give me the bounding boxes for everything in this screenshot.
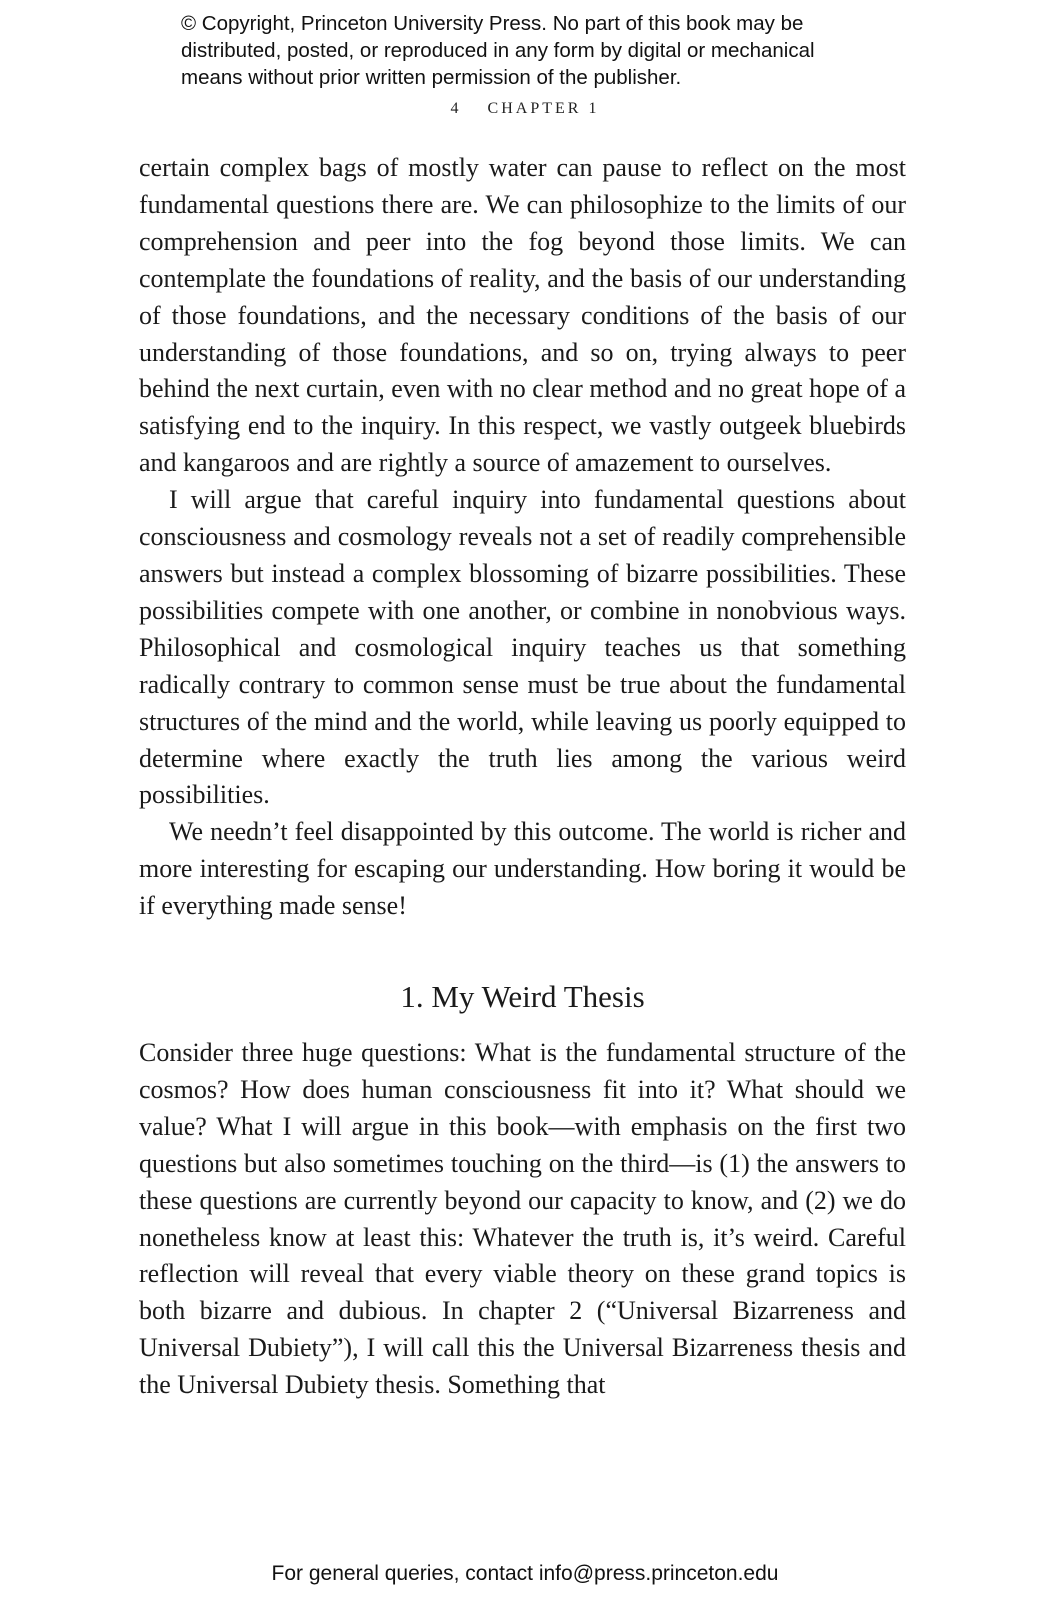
copyright-line: © Copyright, Princeton University Press. No part of this book may be xyxy=(181,12,804,35)
page-number: 4 xyxy=(450,100,459,117)
section-title: 1. My Weird Thesis xyxy=(400,979,645,1015)
page-body xyxy=(139,150,906,1404)
copyright-line: distributed, posted, or reproduced in any form by digital or mechanical xyxy=(181,39,815,62)
chapter-label: CHAPTER 1 xyxy=(487,100,600,117)
section-paragraph: Consider three huge questions: What is the fundamental structure of the cosmos? How does human consciousness fit into it? What should we value? What I will argue in this book—with emphasis on the first two questions but also sometimes touching on the third—is (1) the answers to these questions are currently beyond our capacity to know, and (2) we do nonetheless know at least this: Whatever the truth is, it’s weird. Careful reflection will reveal that every viable theory on these grand topics is both bizarre and dubious. In chapter 2 (“Universal Bizarreness and Universal Dubiety”), I will call this the Universal Bizarreness thesis and the Universal Dubiety thesis. Something that xyxy=(139,1038,906,1400)
copyright-notice xyxy=(181,10,901,91)
running-head xyxy=(0,100,1050,118)
body-paragraph: I will argue that careful inquiry into fundamental questions about consciousness and cosmology reveals not a set of readily comprehensible answers but instead a complex blossoming of bizarre possibilities. These possibilities compete with one another, or combine in nonobvious ways. Philosophical and cosmological inquiry teaches us that something radically contrary to common sense must be true about the fundamental structures of the mind and the world, while leaving us poorly equipped to determine where exactly the truth lies among the various weird possibilities. xyxy=(139,485,906,810)
body-paragraph: certain complex bags of mostly water can pause to reflect on the most fundamental questions there are. We can philosophize to the limits of our comprehension and peer into the fog beyond those limits. We can contemplate the foundations of reality, and the basis of our understanding of those foundations, and the necessary conditions of the basis of our understanding of those foundations, and so on, trying always to peer behind the next curtain, even with no clear method and no great hope of a satisfying end to the inquiry. In this respect, we vastly outgeek bluebirds and kangaroos and are rightly a source of amazement to ourselves. xyxy=(139,153,906,478)
footer-contact: For general queries, contact info@press.princeton.edu xyxy=(271,1562,779,1585)
copyright-line: means without prior written permission of the publisher. xyxy=(181,66,682,89)
body-paragraph: We needn’t feel disappointed by this outcome. The world is richer and more interesting for escaping our understanding. How boring it would be if everything made sense! xyxy=(139,817,906,921)
